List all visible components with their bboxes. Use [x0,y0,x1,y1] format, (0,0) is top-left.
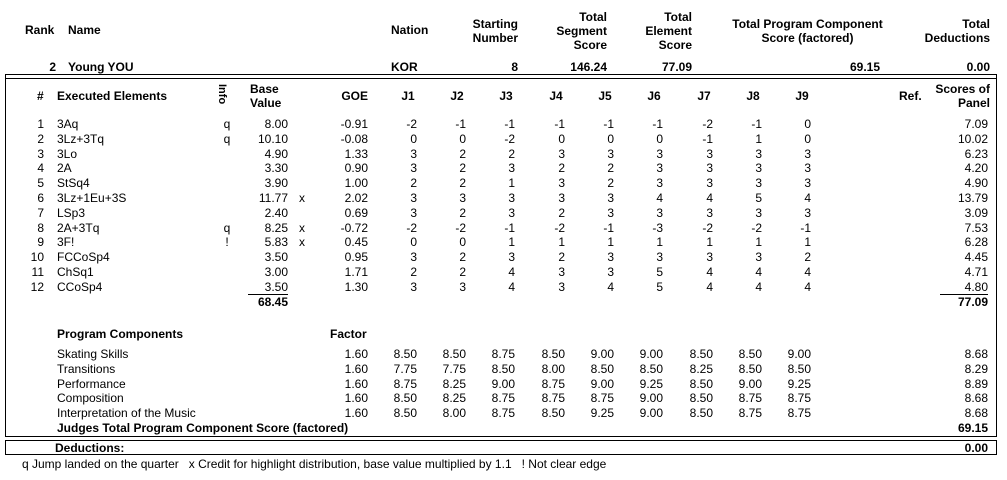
element-judge-score: -1 [603,220,614,235]
header-goe: GOE [341,89,368,103]
component-panel-score: 8.89 [964,376,988,391]
element-judge-score: 1 [755,235,762,250]
component-judge-score: 8.75 [738,391,762,406]
element-base-value: 4.90 [264,146,288,161]
element-number: 12 [30,279,44,294]
element-panel-score: 7.53 [964,220,988,235]
skater-total-element-score: 77.09 [661,60,692,74]
element-number: 10 [30,250,44,265]
element-judge-score: 3 [804,205,811,220]
header-judge-5: J5 [598,89,612,103]
element-judge-score: 2 [558,205,565,220]
element-judge-score: 3 [755,161,762,176]
header-judge-8: J8 [746,89,760,103]
component-judge-score: 8.75 [541,376,565,391]
element-judge-score: 3 [804,176,811,191]
element-judge-score: -1 [702,131,713,146]
element-judge-score: -1 [504,117,515,131]
component-judge-score: 8.50 [541,347,565,361]
component-judge-score: 8.50 [787,361,811,376]
element-goe: 1.00 [344,176,368,191]
skater-total-segment-score: 146.24 [570,60,607,74]
element-judge-score: 3 [558,176,565,191]
component-judge-score: 7.75 [393,361,417,376]
element-judge-score: 2 [459,205,466,220]
element-goe: -0.08 [340,131,368,146]
element-judge-score: 3 [755,146,762,161]
component-judge-score: 8.75 [787,406,811,421]
component-factor: 1.60 [344,406,368,421]
header-rank: Rank [25,23,55,37]
element-judge-score: 2 [508,146,515,161]
component-judge-score: 9.25 [639,376,663,391]
component-judge-score: 9.25 [787,376,811,391]
element-goe: -0.91 [340,117,368,131]
component-judge-score: 9.00 [639,406,663,421]
component-judge-score: 8.25 [689,361,713,376]
element-judge-score: 2 [558,250,565,265]
element-name: StSq4 [57,176,90,191]
element-judge-score: 4 [755,265,762,279]
element-goe: 1.71 [344,265,368,279]
element-judge-score: 3 [656,176,663,191]
element-judge-score: 4 [706,265,713,279]
element-judge-score: 3 [459,279,466,294]
element-name: 3Lz+3Tq [57,131,105,146]
element-judge-score: -1 [504,220,515,235]
components-title: Program Components [57,327,184,341]
element-judge-score: 3 [804,161,811,176]
element-judge-score: 3 [410,250,417,265]
element-judge-score: 2 [459,265,466,279]
element-panel-score: 4.71 [964,265,988,279]
element-judge-score: 4 [607,279,614,294]
element-judge-score: -1 [603,117,614,131]
component-judge-score: 8.50 [689,376,713,391]
element-judge-score: 2 [459,146,466,161]
element-number: 2 [37,131,44,146]
component-panel-score: 8.29 [964,361,988,376]
element-judge-score: 2 [804,250,811,265]
element-panel-score: 6.23 [964,146,988,161]
element-judge-score: 3 [656,161,663,176]
element-judge-score: -2 [554,220,565,235]
header-judge-9: J9 [795,89,809,103]
elements-total-score: 77.09 [957,295,988,309]
element-info: ! [225,235,229,250]
judges-total-value: 69.15 [957,421,988,435]
element-name: 3Aq [57,117,79,131]
element-panel-score: 3.09 [964,205,988,220]
element-name: ChSq1 [57,265,94,279]
component-name: Transitions [57,361,116,376]
component-judge-score: 8.50 [393,347,417,361]
component-judge-score: 8.75 [787,391,811,406]
element-judge-score: 3 [607,205,614,220]
element-goe: 0.90 [344,161,368,176]
deductions-box [5,440,997,455]
component-panel-score: 8.68 [964,391,988,406]
element-base-value: 2.40 [264,205,288,220]
element-info: q [223,220,231,235]
element-panel-score: 6.28 [964,235,988,250]
component-name: Interpretation of the Music [57,406,196,421]
component-judge-score: 8.50 [590,361,614,376]
footnote: q Jump landed on the quarter x Credit for highlight distribution, base value multiplied by 1.1 ! Not clear edge [22,457,607,471]
element-number: 3 [37,146,44,161]
component-judge-score: 9.00 [590,376,614,391]
element-panel-score: 13.79 [957,191,988,205]
element-bonus-mark: x [299,235,305,250]
element-judge-score: 3 [558,191,565,205]
element-judge-score: 2 [410,265,417,279]
component-judge-score: 8.75 [393,376,417,391]
element-name: 3Lo [57,146,78,161]
element-judge-score: -1 [554,117,565,131]
component-factor: 1.60 [344,347,368,361]
element-number: 1 [37,117,44,131]
header-name: Name [68,23,101,37]
component-judge-score: 8.75 [541,391,565,406]
element-judge-score: 5 [755,191,762,205]
element-goe: -0.72 [340,220,368,235]
element-judge-score: 4 [755,279,762,294]
component-judge-score: 9.00 [639,391,663,406]
header-total-element-score: Total Element Score [645,10,692,52]
header-nation: Nation [391,23,429,37]
element-judge-score: 3 [508,161,515,176]
element-judge-score: 0 [607,131,614,146]
element-judge-score: -2 [406,117,417,131]
element-judge-score: 3 [607,250,614,265]
element-judge-score: -1 [751,117,762,131]
element-panel-score: 4.90 [964,176,988,191]
header-judge-6: J6 [647,89,661,103]
component-factor: 1.60 [344,391,368,406]
judges-total-label: Judges Total Program Component Score (factored) [57,421,349,435]
element-judge-score: -2 [455,220,466,235]
components-factor-header: Factor [330,327,367,341]
header-info: Info [216,84,228,105]
element-number: 6 [37,191,44,205]
component-judge-score: 8.50 [541,406,565,421]
component-judge-score: 9.00 [738,376,762,391]
skater-starting-number: 8 [511,60,518,74]
element-judge-score: 3 [459,191,466,205]
element-judge-score: 3 [607,265,614,279]
component-judge-score: 8.75 [491,406,515,421]
element-judge-score: -2 [702,117,713,131]
element-judge-score: 3 [656,205,663,220]
element-judge-score: 0 [558,131,565,146]
element-bonus-mark: x [299,191,305,205]
element-panel-score: 7.09 [964,117,988,131]
element-judge-score: 3 [607,191,614,205]
element-judge-score: 0 [410,235,417,250]
component-name: Composition [57,391,124,406]
element-judge-score: 0 [459,235,466,250]
header-base-value: Base Value [250,82,282,110]
element-judge-score: 4 [656,191,663,205]
skater-nation: KOR [391,60,418,74]
element-info: q [223,117,231,131]
element-name: 2A [57,161,72,176]
element-judge-score: 3 [508,191,515,205]
element-judge-score: 3 [508,250,515,265]
element-judge-score: 4 [508,279,515,294]
element-panel-score: 10.02 [957,131,988,146]
element-goe: 0.95 [344,250,368,265]
element-number: 11 [31,265,44,279]
element-name: LSp3 [57,205,86,220]
element-judge-score: 3 [410,279,417,294]
element-judge-score: 3 [410,205,417,220]
element-base-value: 3.00 [264,265,288,279]
element-judge-score: 4 [804,191,811,205]
element-panel-score: 4.45 [964,250,988,265]
component-judge-score: 8.50 [393,391,417,406]
element-bonus-mark: x [299,220,305,235]
element-judge-score: 5 [656,279,663,294]
element-judge-score: 1 [508,235,515,250]
element-judge-score: 4 [706,191,713,205]
element-judge-score: 3 [558,265,565,279]
header-ref: Ref. [899,89,922,103]
element-panel-score: 4.80 [964,279,988,294]
header-judge-7: J7 [697,89,711,103]
element-judge-score: 4 [804,265,811,279]
element-judge-score: 3 [508,205,515,220]
element-panel-score: 4.20 [964,161,988,176]
element-judge-score: -2 [406,220,417,235]
element-base-value: 3.50 [264,250,288,265]
element-judge-score: 3 [558,279,565,294]
elements-total-base: 68.45 [257,295,288,309]
component-judge-score: 8.50 [442,347,466,361]
element-judge-score: 4 [804,279,811,294]
element-name: 2A+3Tq [57,220,100,235]
component-judge-score: 8.50 [738,361,762,376]
element-judge-score: 1 [804,235,811,250]
header-total-pcs: Total Program Component Score (factored) [732,17,883,45]
element-judge-score: 1 [706,235,713,250]
component-judge-score: 9.00 [787,347,811,361]
element-name: CCoSp4 [57,279,103,294]
component-factor: 1.60 [344,376,368,391]
element-judge-score: 3 [706,250,713,265]
header-starting-number: Starting Number [472,17,518,45]
element-number: 5 [37,176,44,191]
skater-total-pcs: 69.15 [849,60,880,74]
component-judge-score: 8.25 [442,391,466,406]
element-name: 3F! [57,235,75,250]
component-judge-score: 8.75 [491,391,515,406]
element-judge-score: 2 [410,176,417,191]
header-element-number: # [37,89,44,103]
component-name: Skating Skills [57,347,129,361]
element-base-value: 8.00 [264,117,288,131]
element-goe: 0.69 [344,205,368,220]
component-judge-score: 9.00 [590,347,614,361]
element-judge-score: 3 [410,191,417,205]
element-info: q [223,131,231,146]
header-scores-of-panel: Scores of Panel [935,82,990,110]
element-judge-score: 3 [656,146,663,161]
element-judge-score: 5 [656,265,663,279]
element-judge-score: 4 [706,279,713,294]
skater-rank: 2 [49,60,56,74]
element-number: 7 [37,205,44,220]
element-goe: 2.02 [344,191,368,205]
element-number: 9 [37,235,44,250]
element-judge-score: -2 [702,220,713,235]
header-judge-4: J4 [549,89,563,103]
element-base-value: 8.25 [264,220,288,235]
component-judge-score: 8.25 [442,376,466,391]
element-judge-score: 0 [804,117,811,131]
element-base-value: 3.30 [264,161,288,176]
element-base-value: 5.83 [264,235,288,250]
element-judge-score: 3 [410,161,417,176]
component-judge-score: 9.25 [590,406,614,421]
component-judge-score: 8.75 [491,347,515,361]
component-judge-score: 8.75 [590,391,614,406]
header-judge-3: J3 [499,89,513,103]
element-judge-score: 3 [755,176,762,191]
element-judge-score: 3 [755,205,762,220]
component-judge-score: 9.00 [491,376,515,391]
element-judge-score: 1 [656,235,663,250]
component-judge-score: 8.00 [541,361,565,376]
element-judge-score: 3 [656,250,663,265]
element-judge-score: 3 [410,146,417,161]
component-judge-score: 8.75 [738,406,762,421]
element-judge-score: 1 [755,131,762,146]
component-panel-score: 8.68 [964,406,988,421]
component-factor: 1.60 [344,361,368,376]
header-total-segment-score: Total Segment Score [556,10,607,52]
header-judge-1: J1 [401,89,415,103]
component-judge-score: 8.50 [491,361,515,376]
element-judge-score: 0 [656,131,663,146]
component-judge-score: 8.50 [689,406,713,421]
element-goe: 1.30 [344,279,368,294]
element-judge-score: 3 [558,146,565,161]
component-name: Performance [57,376,126,391]
component-judge-score: 8.50 [689,347,713,361]
component-judge-score: 9.00 [639,347,663,361]
deductions-value: 0.00 [964,441,988,455]
element-goe: 1.33 [344,146,368,161]
element-judge-score: 3 [706,161,713,176]
header-total-deductions: Total Deductions [924,17,990,45]
element-judge-score: 2 [607,161,614,176]
component-panel-score: 8.68 [964,347,988,361]
component-judge-score: 8.50 [689,391,713,406]
element-base-value: 3.50 [264,279,288,294]
component-judge-score: 8.50 [393,406,417,421]
component-judge-score: 8.50 [639,361,663,376]
element-base-value: 11.77 [258,191,288,205]
element-judge-score: 4 [508,265,515,279]
element-judge-score: 0 [459,131,466,146]
element-number: 4 [37,161,44,176]
header-executed-elements: Executed Elements [57,89,168,103]
deductions-label: Deductions: [55,441,125,455]
element-judge-score: 3 [706,146,713,161]
element-judge-score: 2 [459,176,466,191]
element-judge-score: 3 [607,146,614,161]
component-judge-score: 8.50 [738,347,762,361]
element-number: 8 [37,220,44,235]
element-judge-score: -2 [504,131,515,146]
element-judge-score: 1 [607,235,614,250]
element-judge-score: 2 [607,176,614,191]
element-goe: 0.45 [344,235,368,250]
element-judge-score: 1 [508,176,515,191]
element-judge-score: -1 [800,220,811,235]
component-judge-score: 7.75 [442,361,466,376]
header-judge-2: J2 [450,89,464,103]
element-judge-score: 2 [459,250,466,265]
element-judge-score: 3 [804,146,811,161]
element-judge-score: -1 [455,117,466,131]
element-judge-score: -1 [652,117,663,131]
element-judge-score: 3 [755,250,762,265]
component-judge-score: 8.00 [442,406,466,421]
element-judge-score: -3 [652,220,663,235]
element-base-value: 10.10 [257,131,288,146]
element-judge-score: 3 [706,205,713,220]
element-judge-score: 3 [706,176,713,191]
element-judge-score: 2 [558,161,565,176]
element-base-value: 3.90 [264,176,288,191]
skater-total-deductions: 0.00 [966,60,990,74]
element-judge-score: 0 [804,131,811,146]
element-name: 3Lz+1Eu+3S [57,191,127,205]
skater-name: Young YOU [68,60,134,74]
element-judge-score: 0 [410,131,417,146]
element-judge-score: -2 [751,220,762,235]
element-judge-score: 1 [558,235,565,250]
element-name: FCCoSp4 [57,250,110,265]
element-judge-score: 2 [459,161,466,176]
